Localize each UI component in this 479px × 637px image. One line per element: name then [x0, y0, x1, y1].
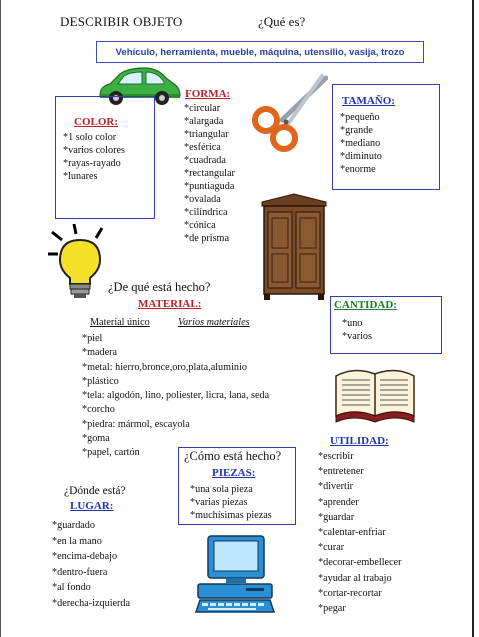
lugar-item: *encima-debajo: [52, 551, 118, 563]
material-item: *goma: [82, 433, 110, 445]
forma-item: *triangular: [184, 129, 229, 140]
cantidad-item: *varios: [342, 331, 372, 342]
scissors-icon: [248, 74, 328, 154]
header-question: ¿Qué es?: [258, 14, 306, 29]
material-item: *papel, cartón: [82, 447, 140, 459]
lugar-item: *al fondo: [52, 582, 91, 594]
color-item: *1 solo color: [63, 132, 117, 143]
forma-item: *ovalada: [184, 194, 221, 205]
material-item: *plástico: [82, 375, 119, 387]
lugar-item: *dentro-fuera: [52, 566, 108, 578]
utilidad-item: *aprender: [318, 496, 359, 508]
lugar-item: *derecha-izquierda: [52, 597, 131, 609]
color-item: *lunares: [63, 171, 98, 182]
color-list: [63, 131, 125, 183]
cantidad-list: [342, 317, 372, 343]
material-heading: MATERIAL:: [138, 298, 202, 310]
material-list: [82, 332, 269, 461]
lugar-item: *en la mano: [52, 535, 102, 547]
utilidad-list: [318, 449, 402, 616]
material-multi-label: Varios materiales: [178, 317, 250, 328]
utilidad-heading: UTILIDAD:: [330, 435, 389, 447]
categories-text: Vehículo, herramienta, mueble, máquina, utensilio, vasija, trozo: [115, 46, 405, 58]
material-item: *corcho: [82, 404, 115, 416]
color-item: *varios colores: [63, 145, 125, 156]
tamano-item: *diminuto: [340, 151, 382, 162]
categories-box: [96, 41, 424, 63]
material-item: *piel: [82, 333, 103, 344]
material-single-label: Material único: [90, 317, 150, 328]
utilidad-item: *cortar-recortar: [318, 587, 382, 599]
page-title: DESCRIBIR OBJETO: [60, 14, 183, 29]
tamano-item: *mediano: [340, 138, 381, 149]
utilidad-item: *ayudar al trabajo: [318, 572, 392, 584]
material-item: *madera: [82, 347, 118, 359]
forma-item: *cuadrada: [184, 155, 226, 166]
forma-item: *cilíndrica: [184, 207, 228, 218]
utilidad-item: *escribir: [318, 451, 354, 462]
cantidad-item: *uno: [342, 318, 363, 329]
material-item: *tela: algodón, lino, poliester, licra, lana, seda: [82, 390, 270, 402]
utilidad-item: *pegar: [318, 603, 346, 615]
tamano-heading: TAMAÑO:: [342, 95, 395, 107]
lugar-question: ¿Dónde está?: [64, 485, 126, 497]
lugar-item: *guardado: [52, 520, 95, 531]
piezas-item: *muchísimas piezas: [190, 510, 272, 521]
tamano-item: *pequeño: [340, 112, 380, 123]
utilidad-item: *calentar-enfriar: [318, 527, 386, 539]
utilidad-item: *decorar-embellecer: [318, 557, 402, 569]
computer-icon: [194, 534, 276, 616]
forma-item: *esférica: [184, 142, 221, 153]
material-question: ¿De qué está hecho?: [108, 280, 211, 294]
tamano-item: *grande: [340, 125, 373, 136]
color-item: *rayas-rayado: [63, 158, 121, 169]
material-item: *piedra: mármol, escayola: [82, 418, 190, 430]
forma-heading: FORMA:: [185, 88, 231, 100]
tamano-list: [340, 111, 382, 176]
forma-list: [184, 102, 235, 245]
book-icon: [332, 362, 418, 426]
wardrobe-icon: [260, 192, 328, 302]
color-heading: COLOR:: [74, 116, 118, 128]
utilidad-item: *entretener: [318, 466, 364, 478]
forma-item: *alargada: [184, 116, 224, 127]
forma-item: *cónica: [184, 220, 216, 231]
material-item: *metal: hierro,bronce,oro,plata,aluminio: [82, 361, 247, 373]
piezas-item: *una sola pieza: [190, 484, 253, 495]
forma-item: *rectangular: [184, 168, 235, 179]
right-edge-line: [472, 0, 474, 637]
piezas-item: *varias piezas: [190, 497, 248, 508]
piezas-question: ¿Cómo está hecho?: [184, 449, 282, 463]
forma-item: *circular: [184, 103, 221, 114]
cantidad-heading: CANTIDAD:: [334, 299, 397, 311]
tamano-item: *enorme: [340, 164, 376, 175]
piezas-heading: PIEZAS:: [212, 467, 256, 479]
utilidad-item: *divertir: [318, 481, 354, 493]
utilidad-item: *curar: [318, 542, 345, 554]
left-edge-line: [0, 0, 1, 637]
lugar-heading: LUGAR:: [70, 500, 114, 512]
lightbulb-icon: [46, 222, 116, 302]
utilidad-item: *guardar: [318, 511, 355, 523]
forma-item: *puntiaguda: [184, 181, 235, 192]
forma-item: *de prisma: [184, 233, 229, 244]
lugar-list: [52, 518, 130, 612]
piezas-list: [190, 483, 272, 522]
